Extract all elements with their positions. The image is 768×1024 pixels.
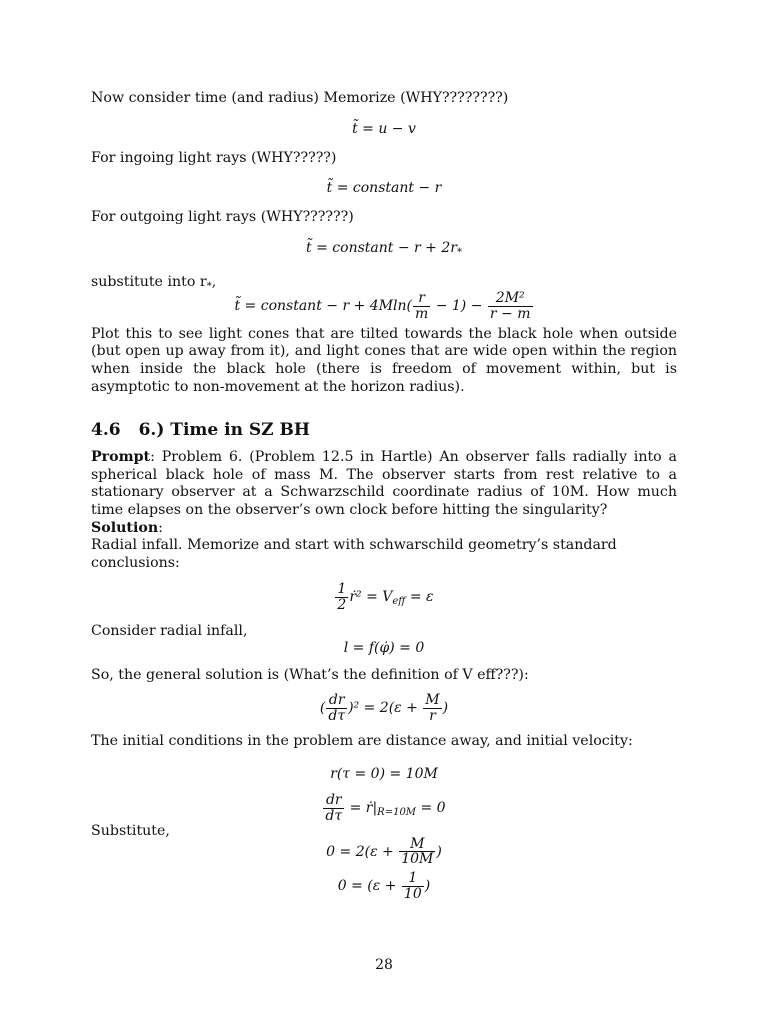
eq11-frac-num: 1 [408,870,418,887]
eq7-frac2-num: M [425,691,440,708]
equation-initial-r: r(τ = 0) = 10M [330,765,438,782]
solution-line [91,520,677,538]
radial-text: Radial infall. Memorize and start with schwarschild geometry’s standard conclusions: [91,537,617,571]
equation-outgoing [91,239,677,262]
equation-outgoing-text: t̃ = constant − r + 2r [306,239,457,256]
eq7-frac-den: dτ [328,707,346,724]
equation-substituted [91,291,677,321]
eq7-frac-num: dr [328,691,345,708]
eq9-end: = 0 [416,800,446,816]
eq9-sub: R=10M [377,807,417,818]
eq10-frac-den: 10M [401,851,434,868]
prompt-text: : Problem 6. (Problem 12.5 in Hartle) An observer falls radially into a spherical black hole of mass M. The observer starts from rest relative to a stationary observer at a Schwarzschild coordinate radius of 10M. How much time elapses on the observer’s own clock before hitting the singularity? [91,449,677,518]
equation-energy [91,582,677,612]
intro-line: Now consider time (and radius) Memorize (WHY????????) [91,90,509,106]
equation-sub-2 [91,871,677,901]
eq11-left: 0 = (ε + [337,878,401,895]
initial-text: The initial conditions in the problem are distance away, and initial velocity: [91,733,633,750]
section-title: 6.) Time in SZ BH [138,420,310,441]
eq4-frac-den: m [414,306,429,323]
eq7-frac2-den: r [423,708,441,724]
solution-label: Solution [91,519,159,536]
eq10-fraction [399,837,435,867]
eq10-frac-num: M [410,835,425,852]
eq7-mid: )² = 2(ε + [348,700,423,717]
substitute-label: substitute into r [91,273,207,290]
consider-text: Consider radial infall, [91,622,248,639]
eq10-left: 0 = 2(ε + [326,843,399,860]
equation-t-tilde-u-v: t̃ = u − v [352,120,416,137]
eq11-frac-den: 10 [403,885,422,902]
section-heading [91,420,677,440]
eq5-end: = ε [405,589,434,606]
eq5-rest: ṙ² = V [349,589,393,606]
eq9-frac-num: dr [325,791,342,808]
eq7-fraction-2 [423,693,441,723]
eq7-fraction [326,693,347,723]
eq7-close: ) [442,700,449,717]
eq4-frac2-num: 2M² [495,290,525,307]
prompt-paragraph [91,449,677,519]
general-text: So, the general solution is (What’s the definition of V eff???): [91,667,529,684]
eq5-fraction [335,582,348,612]
solution-colon: : [158,519,163,536]
equation-initial-v [91,793,677,823]
paper-page [91,88,677,902]
eq11-fraction [402,871,424,901]
eq9-fraction [323,793,344,823]
prompt-label: Prompt [91,449,151,466]
eq7-open: ( [319,700,326,717]
outgoing-label: For outgoing light rays (WHY??????) [91,209,354,226]
page-number: 28 [375,957,393,973]
eq4-frac-num: r [418,290,425,307]
eq4-frac2-den: r − m [489,306,531,323]
eq9-rest: = ṙ| [345,800,378,816]
ingoing-label: For ingoing light rays (WHY?????) [91,149,337,166]
equation-outgoing-sub: * [456,246,462,258]
eq5-sub: eff [392,596,406,608]
eq4-mid: − 1) − [431,298,487,315]
eq11-close: ) [424,878,431,895]
equation-sub-1 [91,837,677,867]
eq9-frac-den: dτ [325,807,343,824]
equation-angular: l = f(φ̇) = 0 [343,640,425,657]
eq4-left: t̃ = constant − r + 4Mln( [234,298,412,315]
plot-paragraph: Plot this to see light cones that are tilted towards the black hole when outside (but open up away from it), and light cones that are wide open within the region when inside the black hole (there is freedom of movement within, but is asymptotic to non-movement at the horizon radius). [91,325,677,395]
substitute-end: , [211,273,217,290]
eq5-frac-num: 1 [337,581,347,598]
eq4-fraction-2 [488,291,533,321]
eq5-frac-den: 2 [337,596,347,613]
equation-general [91,693,677,723]
substitute2-text: Substitute, [91,823,170,840]
substitute-sub: * [206,280,212,292]
equation-ingoing: t̃ = constant − r [326,180,442,197]
eq10-close: ) [436,843,442,860]
section-number: 4.6 [91,420,121,441]
eq4-fraction [413,291,430,321]
